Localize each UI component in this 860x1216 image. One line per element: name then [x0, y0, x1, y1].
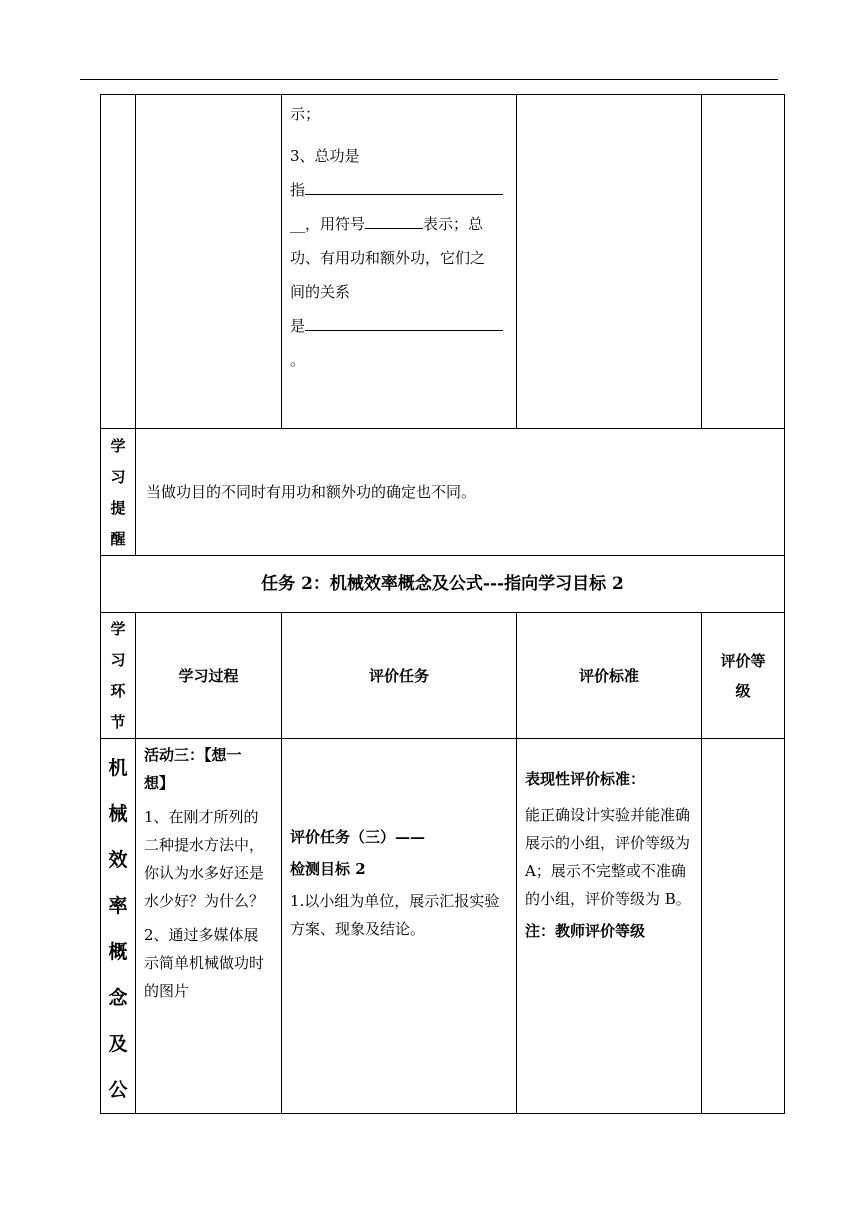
eval-task-target: 检测目标 2 [290, 860, 366, 878]
row-header [101, 613, 785, 739]
fill-blank[interactable] [305, 178, 503, 195]
lesson-table [100, 94, 785, 1114]
header-task: 评价任务 [282, 613, 517, 739]
process-cell-empty [136, 95, 282, 429]
row-efficiency [101, 739, 785, 1114]
standard-body: 能正确设计实验并能准确展示的小组，评价等级为 A；展示不完整或不准确的小组，评价等级为 B。 [525, 806, 691, 908]
header-process: 学习过程 [136, 613, 282, 739]
activity-item: 2、通过多媒体展示简单机械做功时的图片 [144, 926, 265, 1000]
text-line: 指 [290, 173, 508, 207]
task2-title: 任务 2：机械效率概念及公式---指向学习目标 2 [101, 556, 785, 613]
row-total-work [101, 95, 785, 429]
text-line: 功、有用功和额外功，它们之 [290, 249, 486, 267]
eval-task-cell [282, 739, 517, 1114]
activity-title: 活动三：【想一 [144, 746, 242, 764]
efficiency-label: 机 械 效 率 概 念 及 公 [101, 739, 136, 1114]
header-standard: 评价标准 [517, 613, 702, 739]
fill-blank[interactable] [305, 314, 503, 331]
reminder-text: 当做功目的不同时有用功和额外功的确定也不同。 [136, 429, 785, 556]
text-line: 3、总功是 [290, 147, 360, 165]
standard-cell-empty [517, 95, 702, 429]
header-grade: 评价等 级 [702, 613, 785, 739]
grade-cell-empty [702, 95, 785, 429]
grade-cell [702, 739, 785, 1114]
reminder-label: 学 习 提 醒 [101, 429, 136, 556]
activity-cell [136, 739, 282, 1114]
eval-task-item: 1.以小组为单位，展示汇报实验方案、现象及结论。 [290, 892, 500, 938]
total-work-cell [282, 95, 517, 429]
header-rule [80, 79, 778, 80]
text-line: 。 [290, 351, 306, 369]
link-cell-empty [101, 95, 136, 429]
text-line: 示； [290, 105, 321, 123]
fill-blank[interactable] [365, 212, 423, 229]
header-link: 学 习 环 节 [101, 613, 136, 739]
activity-item: 1、在刚才所列的二种提水方法中，你认为水多好还是水少好？为什么？ [144, 808, 265, 910]
text-line: 是 [290, 309, 508, 343]
standard-title: 表现性评价标准： [525, 770, 646, 788]
eval-task-title: 评价任务（三）—— [290, 828, 426, 846]
standard-cell [517, 739, 702, 1114]
activity-title: 想】 [144, 774, 175, 792]
row-reminder [101, 429, 785, 556]
text-line: 间的关系 [290, 283, 351, 301]
text-line: __，用符号 表示；总 [290, 207, 508, 241]
row-task2 [101, 556, 785, 613]
standard-note: 注：教师评价等级 [525, 922, 646, 940]
